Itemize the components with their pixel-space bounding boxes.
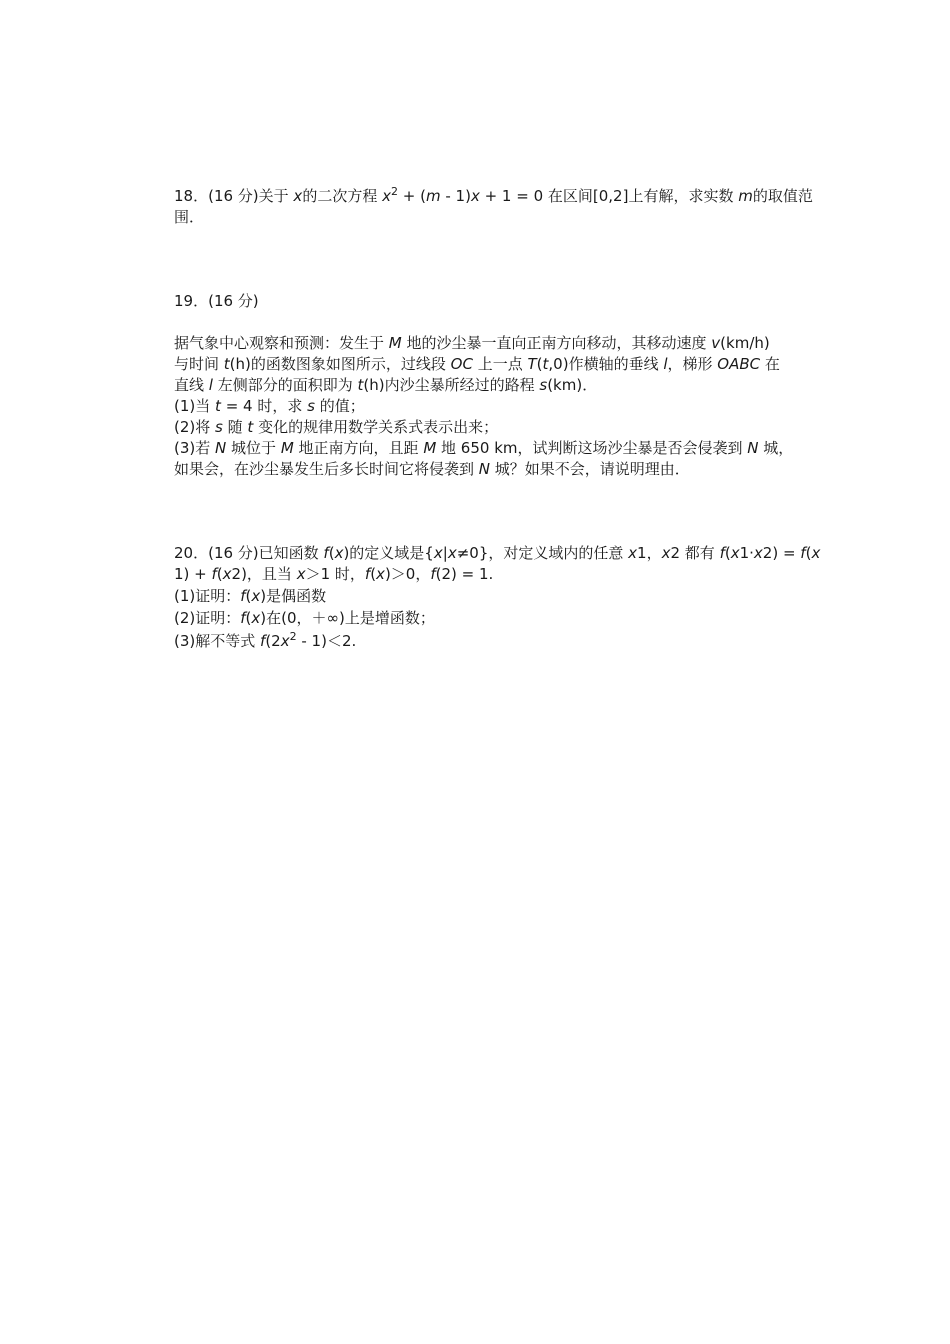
text: 城位于 xyxy=(226,439,281,457)
text: 左侧部分的面积即为 xyxy=(212,376,358,394)
text: ( xyxy=(536,355,543,373)
text: 20．(16 分)已知函数 xyxy=(174,544,324,562)
q19-heading xyxy=(174,291,259,312)
math-var: x xyxy=(382,187,391,205)
text: )在(0，＋∞)上是增函数； xyxy=(260,609,435,627)
q19-line-2 xyxy=(174,354,780,375)
text: 1) + xyxy=(174,565,212,583)
text: 1· xyxy=(739,544,754,562)
text: ( xyxy=(245,609,252,627)
text: = 4 时，求 xyxy=(220,397,308,415)
text: ＞1 时， xyxy=(305,565,365,583)
math-var: x xyxy=(661,544,671,562)
math-var: N xyxy=(478,460,491,478)
q19-line-1 xyxy=(174,333,770,354)
q19-line-3 xyxy=(174,375,597,396)
math-var: f xyxy=(240,587,246,605)
text: 的值； xyxy=(314,397,365,415)
text: (2)将 xyxy=(174,418,216,436)
q18-number: 18．(16 分)关于 xyxy=(174,187,294,205)
math-var: f xyxy=(364,565,371,583)
math-var: s xyxy=(539,376,548,394)
math-var: f xyxy=(240,609,246,627)
text: 直线 xyxy=(174,376,209,394)
text: ( xyxy=(216,565,223,583)
math-var: t xyxy=(223,355,230,373)
text: 围． xyxy=(174,208,205,226)
text: 2) = xyxy=(762,544,801,562)
text: (2) = 1. xyxy=(435,565,494,583)
math-var: v xyxy=(711,334,721,352)
math-var: x xyxy=(376,565,385,583)
math-var: f xyxy=(719,544,725,562)
text: ,0)作横轴的垂线 xyxy=(548,355,664,373)
math-var: x xyxy=(433,544,443,562)
math-var: s xyxy=(215,418,223,436)
math-var: f xyxy=(260,632,266,650)
text: ( xyxy=(805,544,812,562)
math-var: x xyxy=(753,544,763,562)
text: (h)内沙尘暴所经过的路程 xyxy=(363,376,540,394)
text: (1)当 xyxy=(174,397,216,415)
math-var: M xyxy=(423,439,437,457)
exponent: 2 xyxy=(289,630,297,643)
math-var: t xyxy=(357,376,364,394)
text: ≠0}，对定义域内的任意 xyxy=(456,544,629,562)
text: 上一点 xyxy=(472,355,528,373)
math-var: N xyxy=(747,439,759,457)
q20-part-3 xyxy=(174,631,356,652)
math-var: m xyxy=(425,187,441,205)
math-var: s xyxy=(307,397,315,415)
math-var: t xyxy=(215,397,221,415)
q19-part-3 xyxy=(174,438,793,459)
text: 变化的规律用数学关系式表示出来； xyxy=(253,418,499,436)
math-var: T xyxy=(527,355,537,373)
math-var: x xyxy=(470,187,480,205)
text: (2)证明： xyxy=(174,609,241,627)
text: ，梯形 xyxy=(667,355,718,373)
math-var: x xyxy=(280,632,290,650)
math-var: x xyxy=(334,544,344,562)
text: 的取值范 xyxy=(752,187,813,205)
q20-line-1 xyxy=(174,543,820,564)
text: )是偶函数 xyxy=(260,587,327,605)
text: 2)，且当 xyxy=(231,565,297,583)
math-var: N xyxy=(215,439,227,457)
text: (h)的函数图象如图所示，过线段 xyxy=(229,355,451,373)
text: 在 xyxy=(760,355,780,373)
q20-line-2 xyxy=(174,564,493,585)
text: 地的沙尘暴一直向正南方向移动，其移动速度 xyxy=(401,334,712,352)
math-var: x xyxy=(447,544,457,562)
math-var: f xyxy=(323,544,329,562)
text: ( xyxy=(724,544,731,562)
math-var: t xyxy=(542,355,549,373)
text: 的二次方程 xyxy=(302,187,383,205)
text: 与时间 xyxy=(174,355,224,373)
text: + ( xyxy=(397,187,426,205)
math-var: M xyxy=(280,439,294,457)
math-var: x xyxy=(222,565,232,583)
text: 地正南方向，且距 xyxy=(293,439,424,457)
text: (2 xyxy=(265,632,281,650)
text: - 1)＜2. xyxy=(296,632,357,650)
math-var: x xyxy=(730,544,740,562)
q18-line-1 xyxy=(174,186,813,207)
text: 2 都有 xyxy=(670,544,720,562)
math-var: x xyxy=(628,544,638,562)
text: + 1 = 0 在区间[0,2]上有解，求实数 xyxy=(479,187,739,205)
text: )＞0， xyxy=(384,565,431,583)
text: )的定义域是{ xyxy=(343,544,434,562)
math-var: f xyxy=(211,565,217,583)
text: (3)解不等式 xyxy=(174,632,261,650)
math-var: l xyxy=(208,376,213,394)
q19-number: 19．(16 分) xyxy=(174,292,259,310)
q19-part-2 xyxy=(174,417,498,438)
math-var: t xyxy=(247,418,254,436)
text: 地 650 km，试判断这场沙尘暴是否会侵袭到 xyxy=(436,439,748,457)
math-var: m xyxy=(738,187,753,205)
math-var: l xyxy=(663,355,668,373)
text: ( xyxy=(245,587,252,605)
text: 如果会，在沙尘暴发生后多长时间它将侵袭到 xyxy=(174,460,479,478)
text: ( xyxy=(328,544,335,562)
math-var: x xyxy=(293,187,303,205)
math-var: x xyxy=(296,565,306,583)
text: - 1) xyxy=(440,187,471,205)
q20-part-1 xyxy=(174,586,326,607)
math-var: f xyxy=(800,544,806,562)
exponent: 2 xyxy=(390,185,398,198)
math-var: x xyxy=(251,587,261,605)
text: 城？如果不会，请说明理由． xyxy=(490,460,690,478)
q19-part-1 xyxy=(174,396,365,417)
q18-line-2 xyxy=(174,207,204,228)
math-var: OC xyxy=(450,355,473,373)
math-var: x xyxy=(251,609,261,627)
text: (km)． xyxy=(547,376,598,394)
math-var: f xyxy=(430,565,436,583)
q20-part-2 xyxy=(174,608,435,629)
text: 城， xyxy=(758,439,794,457)
math-var: M xyxy=(388,334,402,352)
text: 1， xyxy=(637,544,662,562)
text: 随 xyxy=(222,418,248,436)
math-var: x xyxy=(811,544,821,562)
text: (1)证明： xyxy=(174,587,241,605)
text: 据气象中心观察和预测：发生于 xyxy=(174,334,389,352)
text: | xyxy=(442,544,448,562)
math-var: OABC xyxy=(717,355,761,373)
text: ( xyxy=(370,565,377,583)
text: (3)若 xyxy=(174,439,216,457)
q19-part-3-cont xyxy=(174,459,690,480)
text: (km/h) xyxy=(720,334,770,352)
